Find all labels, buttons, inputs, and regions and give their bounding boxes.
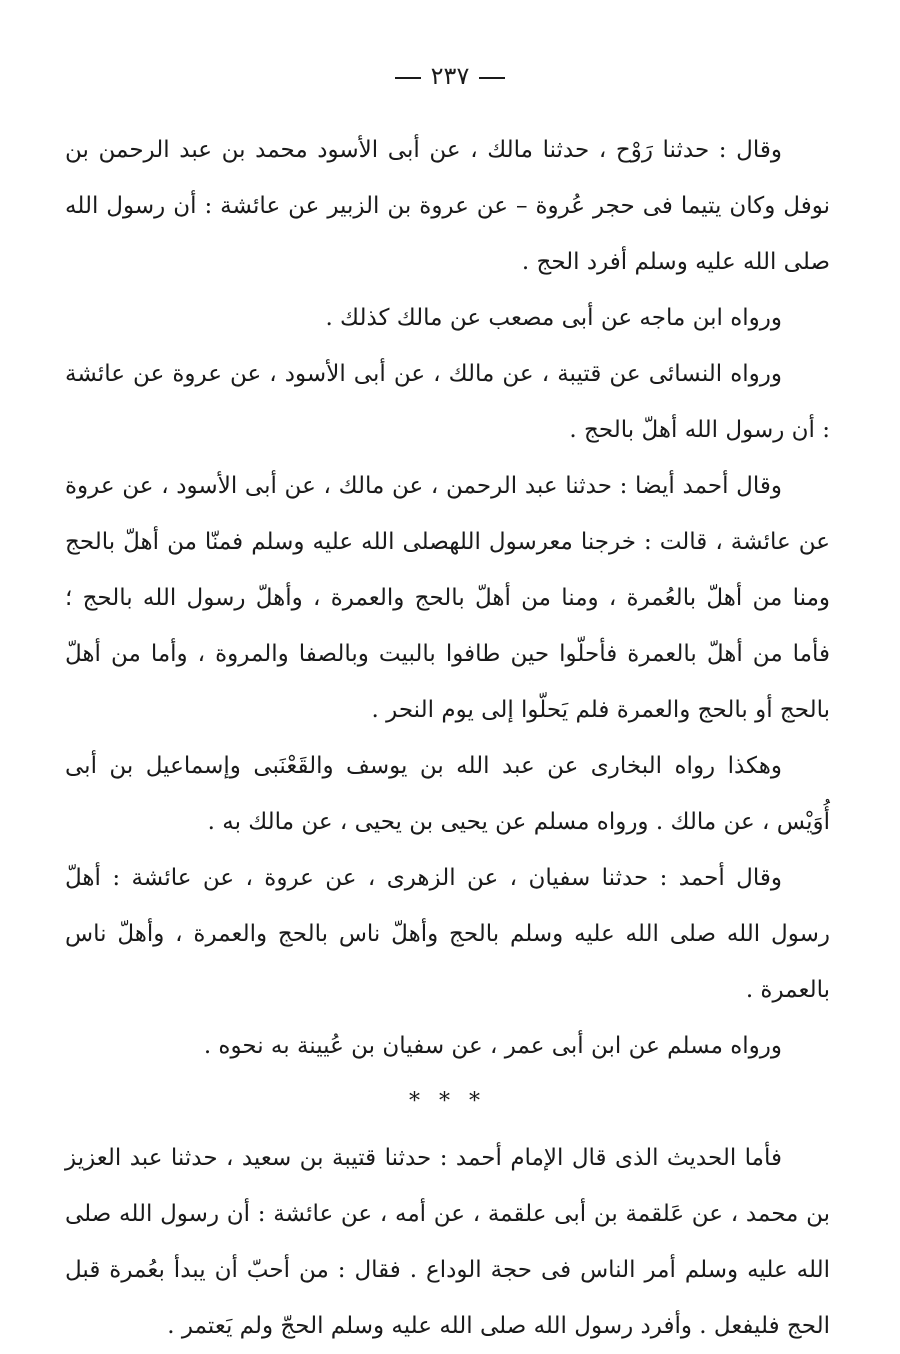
page-body	[65, 122, 830, 1354]
paragraph: ورواه مسلم عن ابن أبى عمر ، عن سفيان بن عُيينة به نحوه .	[203, 1033, 782, 1059]
paragraph: ورواه ابن ماجه عن أبى مصعب عن مالك كذلك .	[325, 305, 782, 331]
page-number-dash-left	[395, 77, 421, 79]
section-separator: * * *	[409, 1089, 486, 1114]
paragraph: ورواه النسائى عن قتيبة ، عن مالك ، عن أبى الأسود ، عن عروة عن عائشة : أن رسول الله أهلّ بالحج .	[65, 361, 830, 443]
paragraph: وقال : حدثنا رَوْح ، حدثنا مالك ، عن أبى الأسود محمد بن عبد الرحمن بن نوفل وكان يتيما فى حجر عُروة – عن عروة بن الزبير عن عائشة : أن رسول الله صلى الله عليه وسلم أفرد الحج .	[65, 137, 830, 275]
page-number-text: ٢٣٧	[430, 62, 470, 90]
paragraph: وقال أحمد أيضا : حدثنا عبد الرحمن ، عن مالك ، عن أبى الأسود ، عن عروة عن عائشة ، قالت : خرجنا معرسول اللهصلى الله عليه وسلم فمنّا من أهلّ بالحج ومنا من أهلّ بالعُمرة ، ومنا من أهلّ بالحج والعمرة ، وأهلّ رسول الله بالحج ؛ فأما من أهلّ بالعمرة فأحلّوا حين طافوا بالبيت وبالصفا والمروة ، وأما من أهلّ بالحج أو بالحج والعمرة فلم يَحلّوا إلى يوم النحر .	[65, 473, 830, 723]
paragraph: وهكذا رواه البخارى عن عبد الله بن يوسف والقَعْنَبى وإسماعيل بن أبى أُوَيْس ، عن مالك . ورواه مسلم عن يحيى بن يحيى ، عن مالك به .	[65, 753, 830, 835]
paragraph: فأما الحديث الذى قال الإمام أحمد : حدثنا قتيبة بن سعيد ، حدثنا عبد العزيز بن محمد ، عن عَلقمة بن أبى علقمة ، عن أمه ، عن عائشة : أن رسول الله صلى الله عليه وسلم أمر الناس فى حجة الوداع . فقال : من أحبّ أن يبدأ بعُمرة قبل الحج فليفعل . وأفرد رسول الله صلى الله عليه وسلم الحجّ ولم يَعتمر .	[65, 1145, 830, 1339]
page-number-dash-right	[479, 77, 505, 79]
page-number	[0, 62, 900, 90]
paragraph: وقال أحمد : حدثنا سفيان ، عن الزهرى ، عن عروة ، عن عائشة : أهلّ رسول الله صلى الله عليه وسلم بالحج وأهلّ ناس بالحج والعمرة ، وأهلّ ناس بالعمرة .	[65, 865, 830, 1003]
